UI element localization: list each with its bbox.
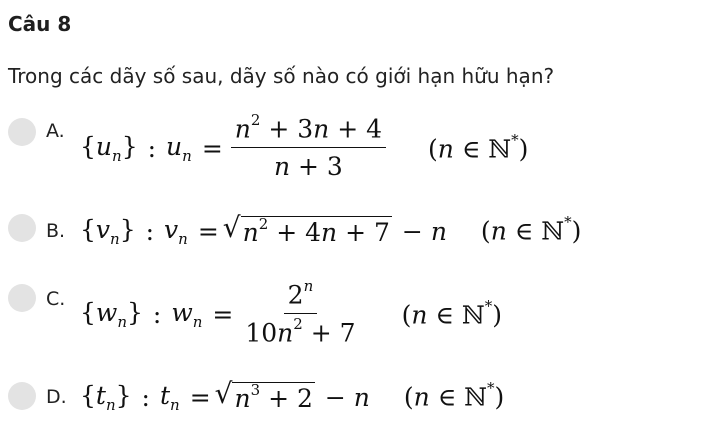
option-c-denominator: $10n^2 + 7$ [245,315,356,348]
option-c-term: $w_n$ [171,297,203,331]
option-b-radio[interactable] [8,214,36,242]
option-a-term: $u_n$ [166,131,192,165]
option-b-sequence: $\{v_n\}$ [80,214,136,248]
option-c-numerator: 2$^n$ [284,280,318,314]
option-c-label: C. [46,288,66,310]
option-d-tail: − n [324,382,370,412]
option-d-sequence: $\{t_n\}$ [80,380,132,414]
option-c-fraction [241,277,359,349]
option-b-label: B. [46,220,66,242]
option-d-radicand: $n^3 + 2$ [234,380,313,413]
option-a-label: A. [46,120,65,142]
option-a-formula: $\{u_n\}$ : $u_n$ = $\frac{n^2 + 3n + 4}{n + 3}$ (n ∈ ℕ*) [80,111,529,182]
option-a-fraction [231,111,386,182]
option-b-formula: $\{v_n\}$ : $v_n$ = √ $n^2 + 4n + 7$ − n (n ∈ ℕ*) [80,211,582,248]
option-d-radio[interactable] [8,382,36,410]
option-b-term: $v_n$ [164,214,188,248]
option-c-sequence: $\{w_n\}$ [80,297,143,331]
option-b-radicand: $n^2 + 4n + 7$ [242,214,390,247]
option-d-sqrt: √ $n^3 + 2$ [214,377,313,413]
option-a-denominator: n + 3 [273,152,343,182]
option-d-label: D. [46,386,67,408]
option-c-condition: (n ∈ ℕ*) [401,296,502,329]
option-d-term: $t_n$ [159,380,180,414]
option-b-condition: (n ∈ ℕ*) [480,213,582,246]
question-text: Trong các dãy số sau, dãy số nào có giới hạn hữu hạn? [8,64,555,88]
question-title: Câu 8 [8,12,72,36]
option-c-radio[interactable] [8,284,36,312]
option-a-condition: (n ∈ ℕ*) [428,130,529,163]
option-c-formula: $\{w_n\}$ : $w_n$ = $\frac{2^n}{10n^2 + 7}$ (n ∈ ℕ*) [80,277,502,348]
option-a-numerator: $n^2 + 3n + 4$ [231,114,386,148]
option-a-sequence: $\{u_n\}$ [80,131,138,165]
option-b-tail: − n [401,216,447,246]
option-b-sqrt: √ $n^2 + 4n + 7$ [222,211,390,247]
option-d-condition: (n ∈ ℕ*) [403,379,505,412]
option-d-formula: $\{t_n\}$ : $t_n$ = √ $n^3 + 2$ − n (n ∈ ℕ*) [80,377,505,414]
option-a-radio[interactable] [8,118,36,146]
